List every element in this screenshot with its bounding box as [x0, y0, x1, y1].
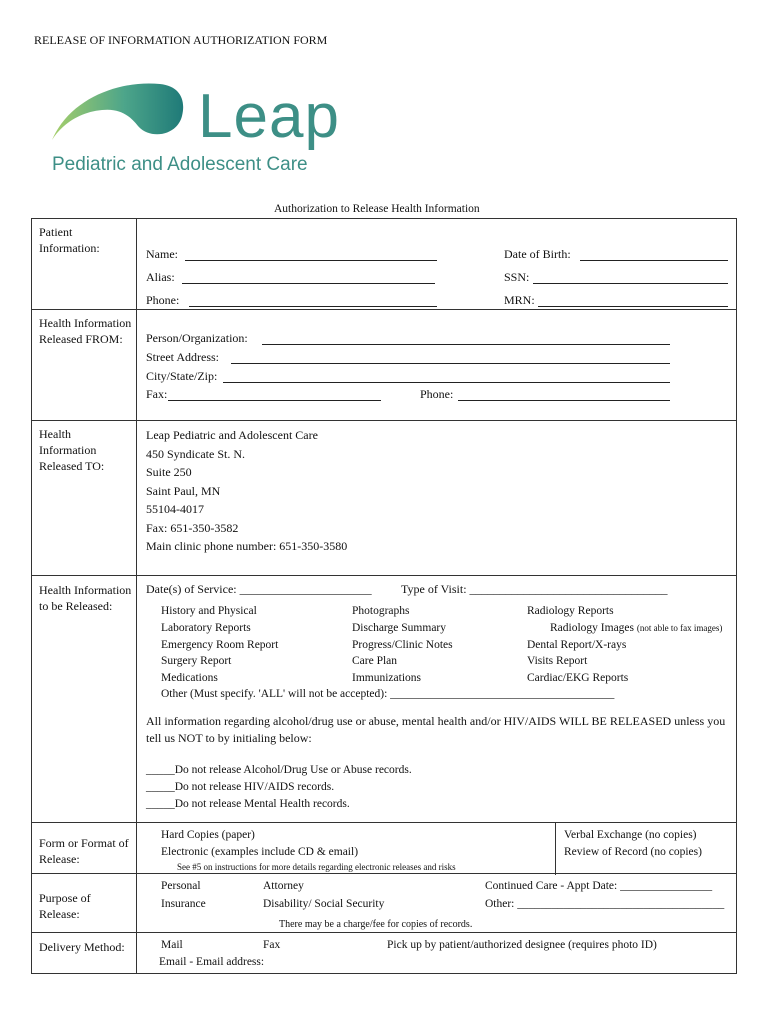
- mrn-field[interactable]: [538, 306, 728, 307]
- phone-label: Phone:: [146, 293, 180, 307]
- exclude-alcohol-drug[interactable]: _____Do not release Alcohol/Drug Use or Abuse records.: [146, 764, 412, 776]
- phone-field[interactable]: [189, 306, 437, 307]
- record-option[interactable]: Progress/Clinic Notes: [352, 638, 453, 651]
- person-org-field[interactable]: [262, 344, 670, 345]
- info-released-row: [32, 576, 737, 823]
- verbal-exchange-option[interactable]: Verbal Exchange (no copies): [564, 829, 697, 841]
- record-option[interactable]: Surgery Report: [161, 655, 232, 668]
- record-option[interactable]: Care Plan: [352, 655, 398, 668]
- address-line: Suite 250: [146, 465, 192, 479]
- logo-wordmark: Leap: [198, 82, 340, 151]
- disability-option[interactable]: Disability/ Social Security: [263, 898, 385, 910]
- exclude-hiv-aids[interactable]: _____Do not release HIV/AIDS records.: [146, 780, 335, 793]
- purpose-label: Purpose of Release:: [39, 891, 91, 921]
- authorization-form-table: [31, 218, 737, 974]
- records-col-2: [352, 603, 453, 687]
- logo-subtitle: Pediatric and Adolescent Care: [52, 154, 308, 175]
- electronic-option[interactable]: Electronic (examples include CD & email): [161, 846, 359, 858]
- ssn-label: SSN:: [504, 270, 530, 284]
- from-phone-label: Phone:: [420, 387, 454, 401]
- delivery-row: [32, 933, 737, 974]
- address-line: 55104-4017: [146, 502, 204, 516]
- name-label: Name:: [146, 247, 178, 261]
- record-option[interactable]: Photographs: [352, 605, 410, 617]
- records-col-3: [527, 603, 722, 687]
- records-col-1: [161, 603, 278, 687]
- format-divider: [555, 823, 556, 875]
- exclude-mental-health[interactable]: _____Do not release Mental Health records.: [146, 797, 350, 810]
- name-field[interactable]: [185, 260, 437, 261]
- dates-of-service[interactable]: Date(s) of Service: ______________________: [146, 582, 372, 596]
- patient-row: [32, 219, 737, 310]
- charge-notice: There may be a charge/fee for copies of records.: [279, 919, 473, 930]
- mrn-label: MRN:: [504, 293, 535, 307]
- recipient-address: [146, 426, 347, 556]
- record-option[interactable]: Emergency Room Report: [161, 638, 279, 651]
- alias-label: Alias:: [146, 270, 175, 284]
- released-to-label: Health Information Released TO:: [39, 427, 105, 473]
- pickup-option[interactable]: Pick up by patient/authorized designee (requires photo ID): [387, 939, 657, 951]
- patient-label: Patient Information:: [39, 225, 100, 255]
- address-line: 450 Syndicate St. N.: [146, 446, 245, 461]
- leaf-swoosh-icon: [50, 78, 190, 148]
- form-title: Authorization to Release Health Information: [274, 203, 480, 215]
- released-from-row: [32, 310, 737, 421]
- record-option[interactable]: Dental Report/X-rays: [527, 638, 627, 651]
- info-released-label: Health Information to be Released:: [39, 583, 132, 613]
- released-to-row: [32, 421, 737, 576]
- form-header-title: RELEASE OF INFORMATION AUTHORIZATION FORM: [34, 33, 328, 47]
- record-option-radiology-images[interactable]: [527, 620, 722, 637]
- record-option[interactable]: Medications: [161, 672, 218, 685]
- released-from-label: Health Information Released FROM:: [39, 316, 132, 346]
- radiology-images-label: Radiology Images: [550, 621, 634, 634]
- other-records[interactable]: Other (Must specify. 'ALL' will not be accepted): _______________________________________: [161, 688, 615, 700]
- from-fax-label: Fax:: [146, 387, 168, 401]
- format-row: [32, 823, 737, 874]
- exclusion-options: [146, 762, 412, 812]
- record-option[interactable]: Radiology Reports: [527, 605, 614, 617]
- record-option[interactable]: Visits Report: [527, 655, 588, 668]
- person-org-label: Person/Organization:: [146, 331, 248, 345]
- images-note: (not able to fax images): [636, 622, 723, 633]
- street-label: Street Address:: [146, 350, 219, 364]
- record-option[interactable]: Laboratory Reports: [161, 621, 251, 634]
- delivery-label: Delivery Method:: [39, 940, 125, 954]
- city-field[interactable]: [223, 382, 670, 383]
- record-option[interactable]: History and Physical: [161, 605, 257, 617]
- ssn-field[interactable]: [533, 283, 728, 284]
- record-option[interactable]: Immunizations: [352, 672, 421, 685]
- from-phone-field[interactable]: [458, 400, 670, 401]
- release-notice: All information regarding alcohol/drug use or abuse, mental health and/or HIV/AIDS WILL BE RELEASED unless you tell us NOT to by initialing below:: [146, 714, 726, 745]
- continued-care-option[interactable]: Continued Care - Appt Date: ________________: [485, 880, 713, 892]
- hard-copies-option[interactable]: Hard Copies (paper): [161, 829, 255, 841]
- dob-label: Date of Birth:: [504, 247, 571, 261]
- review-record-option[interactable]: Review of Record (no copies): [564, 846, 702, 858]
- attorney-option[interactable]: Attorney: [263, 880, 304, 892]
- address-line: Fax: 651-350-3582: [146, 520, 239, 535]
- email-option[interactable]: Email - Email address:: [159, 956, 265, 968]
- electronic-note: See #5 on instructions for more details regarding electronic releases and risks: [177, 862, 456, 872]
- purpose-other-option[interactable]: Other: ____________________________________: [485, 898, 725, 910]
- dob-field[interactable]: [580, 260, 728, 261]
- personal-option[interactable]: Personal: [161, 880, 201, 892]
- address-line: Saint Paul, MN: [146, 483, 221, 498]
- purpose-row: [32, 874, 737, 933]
- type-of-visit[interactable]: Type of Visit: _________________________________: [401, 582, 668, 596]
- record-option[interactable]: Discharge Summary: [352, 621, 447, 634]
- address-line: Leap Pediatric and Adolescent Care: [146, 428, 318, 442]
- fax-option[interactable]: Fax: [263, 939, 281, 951]
- mail-option[interactable]: Mail: [161, 939, 183, 951]
- address-line: Main clinic phone number: 651-350-3580: [146, 539, 348, 553]
- insurance-option[interactable]: Insurance: [161, 898, 206, 910]
- record-option[interactable]: Cardiac/EKG Reports: [527, 672, 629, 685]
- city-label: City/State/Zip:: [146, 369, 218, 383]
- from-fax-field[interactable]: [168, 400, 381, 401]
- alias-field[interactable]: [182, 283, 435, 284]
- format-label: Form or Format of Release:: [39, 836, 129, 866]
- street-field[interactable]: [231, 363, 670, 364]
